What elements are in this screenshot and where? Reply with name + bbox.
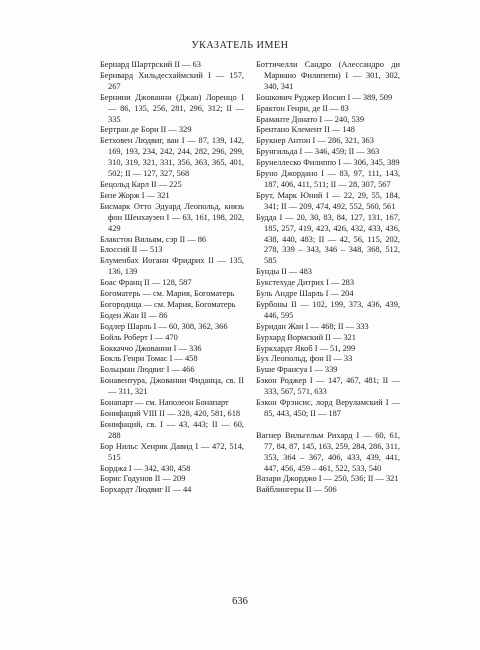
index-entry: Богородица — см. Мария, Богоматерь — [100, 299, 236, 309]
index-entry: Вагнер Вильгельм Рихард I — 60, 61, 77, 84, 87, 145, 163, 259, 284, 286, 311, 353, 364 – 367, 406, 433, 439, 441, 447, 456, 459 – 461, 522, 533, 540 — [256, 430, 400, 473]
index-entry: Бизе Жорж I — 321 — [100, 190, 170, 200]
index-entry: Брентано Клемент II — 148 — [256, 125, 355, 135]
index-entry: Бонапарт — см. Наполеон Бонапарт — [100, 398, 229, 408]
index-entry: Бонифаций, св. I — 43, 443; II — 60, 288 — [100, 419, 244, 440]
index-entry: Браманте Донато I — 240, 539 — [256, 114, 365, 124]
index-entry: Бертран де Борн II — 329 — [100, 125, 192, 135]
running-head: УКАЗАТЕЛЬ ИМЕН — [191, 40, 289, 51]
index-entry: Бойль Роберт I — 470 — [100, 332, 178, 342]
index-entry: Будда I — 20, 30, 83, 84, 127, 131, 167, 185, 257, 419, 423, 426, 432, 433, 436, 438, 440, 483; II — 42, 56, 115, 202, 278, 339 – 343, 346 – 348, 368, 512, 585 — [256, 212, 400, 266]
index-entry: Вайблингеры II — 506 — [256, 485, 337, 495]
index-entry: Бетховен Людвиг, ван I — 87, 139, 142, 169, 193, 234, 242, 244, 282, 296, 299, 310, 319, 321, 331, 356, 363, 365, 401, 502; II — 127, 327, 568 — [100, 136, 244, 179]
index-entry: Бунды II — 483 — [256, 267, 312, 277]
index-entry: Бернард Шартрский II — 63 — [100, 60, 201, 69]
index-entry: Бух Леопольд, фон II — 33 — [256, 354, 353, 364]
index-entry: Борджа I — 342, 430, 458 — [100, 463, 191, 473]
index-entry: Боас Франц II — 128, 587 — [100, 278, 192, 288]
index-entry: Бруно Джордано I — 83, 97, 111, 143, 187, 406, 411, 511; II — 28, 307, 567 — [256, 169, 400, 189]
index-entry: Бонавентура, Джованни Фиданца, св. II — 311, 321 — [100, 376, 244, 397]
index-entry: Брунеллеско Филиппо I — 306, 345, 389 — [256, 158, 400, 168]
index-entry: Вазари Джорджо I — 250, 536; II — 321 — [256, 474, 399, 484]
index-entry: Букстехуде Дитрих I — 283 — [256, 278, 355, 288]
index-entry: Брунгильда I — 346, 459; II — 363 — [256, 147, 380, 157]
index-entry: Боттичелли Сандро (Алессандро ди Мариано Филипепи) I — 301, 302, 340, 341 — [256, 60, 400, 91]
index-entry: Блуменбах Иоганн Фридрих II — 135, 136, 139 — [100, 256, 244, 277]
index-entry: Бэкон Роджер I — 147, 467, 481; II — 333, 567, 571, 633 — [256, 376, 400, 397]
index-entry: Борис Годунов II — 209 — [100, 474, 186, 484]
index-entry: Бонифаций VIII II — 328, 420, 581, 618 — [100, 409, 241, 418]
index-column-left — [100, 60, 244, 496]
index-entry: Бурбоны II — 102, 199, 373, 436, 439, 446, 595 — [256, 299, 400, 320]
index-entry: Брукнер Антон I — 286, 321, 363 — [256, 136, 374, 146]
index-entry: Буше Франсуа I — 339 — [256, 365, 338, 375]
index-entry: Бодлер Шарль I — 60, 308, 362, 366 — [100, 321, 228, 331]
index-column-right — [256, 60, 400, 496]
index-entry: Бисмарк Отто Эдуард Леопольд, князь фон Шенхаузен I — 63, 161, 198, 202, 429 — [100, 201, 244, 233]
index-entry: Боккаччо Джованни I — 336 — [100, 343, 202, 353]
index-entry: Больцман Людвиг I — 466 — [100, 365, 195, 375]
index-entry: Богоматерь — см. Мария, Богоматерь — [100, 289, 235, 299]
index-entry: Буль Андре Шарль I — 204 — [256, 289, 354, 299]
index-entry: Бокль Генри Томас I — 458 — [100, 354, 198, 364]
index-entry: Блоссий II — 513 — [100, 245, 163, 255]
index-entry: Борхардт Людвиг II — 44 — [100, 485, 192, 495]
index-entry: Бэкон Фрэнсис, лорд Веруламский I — 85, 443, 450; II — 187 — [256, 398, 400, 418]
index-entry: Бернвард Хильдесхаймский I — 157, 267 — [100, 70, 244, 91]
index-entry: Буркхардт Якоб I — 51, 299 — [256, 343, 356, 353]
index-entry: Брут, Марк Юний I — 22, 29, 55, 184, 341; II — 209, 474, 492, 552, 560, 561 — [256, 190, 400, 211]
index-columns — [100, 60, 400, 496]
index-entry: Бор Нильс Хенрик Давид I — 472, 514, 515 — [100, 441, 244, 462]
index-entry: Буридан Жан I — 468; II — 333 — [256, 321, 369, 331]
index-entry: Брактон Генри, де II — 83 — [256, 103, 349, 113]
page-number: 636 — [232, 596, 248, 607]
index-entry: Боден Жан II — 86 — [100, 310, 168, 320]
index-entry: Бернини Джованни (Джан) Лоренцо I — 86, 135, 256, 281, 296, 312; II — 335 — [100, 92, 244, 124]
index-entry: Бурхард Вормский II — 321 — [256, 332, 356, 342]
index-entry: Блакстон Вильям, сэр II — 86 — [100, 234, 207, 244]
index-entry: Бецольд Карл II — 225 — [100, 179, 182, 189]
index-entry: Бошкович Руджер Иосип I — 389, 509 — [256, 92, 393, 102]
